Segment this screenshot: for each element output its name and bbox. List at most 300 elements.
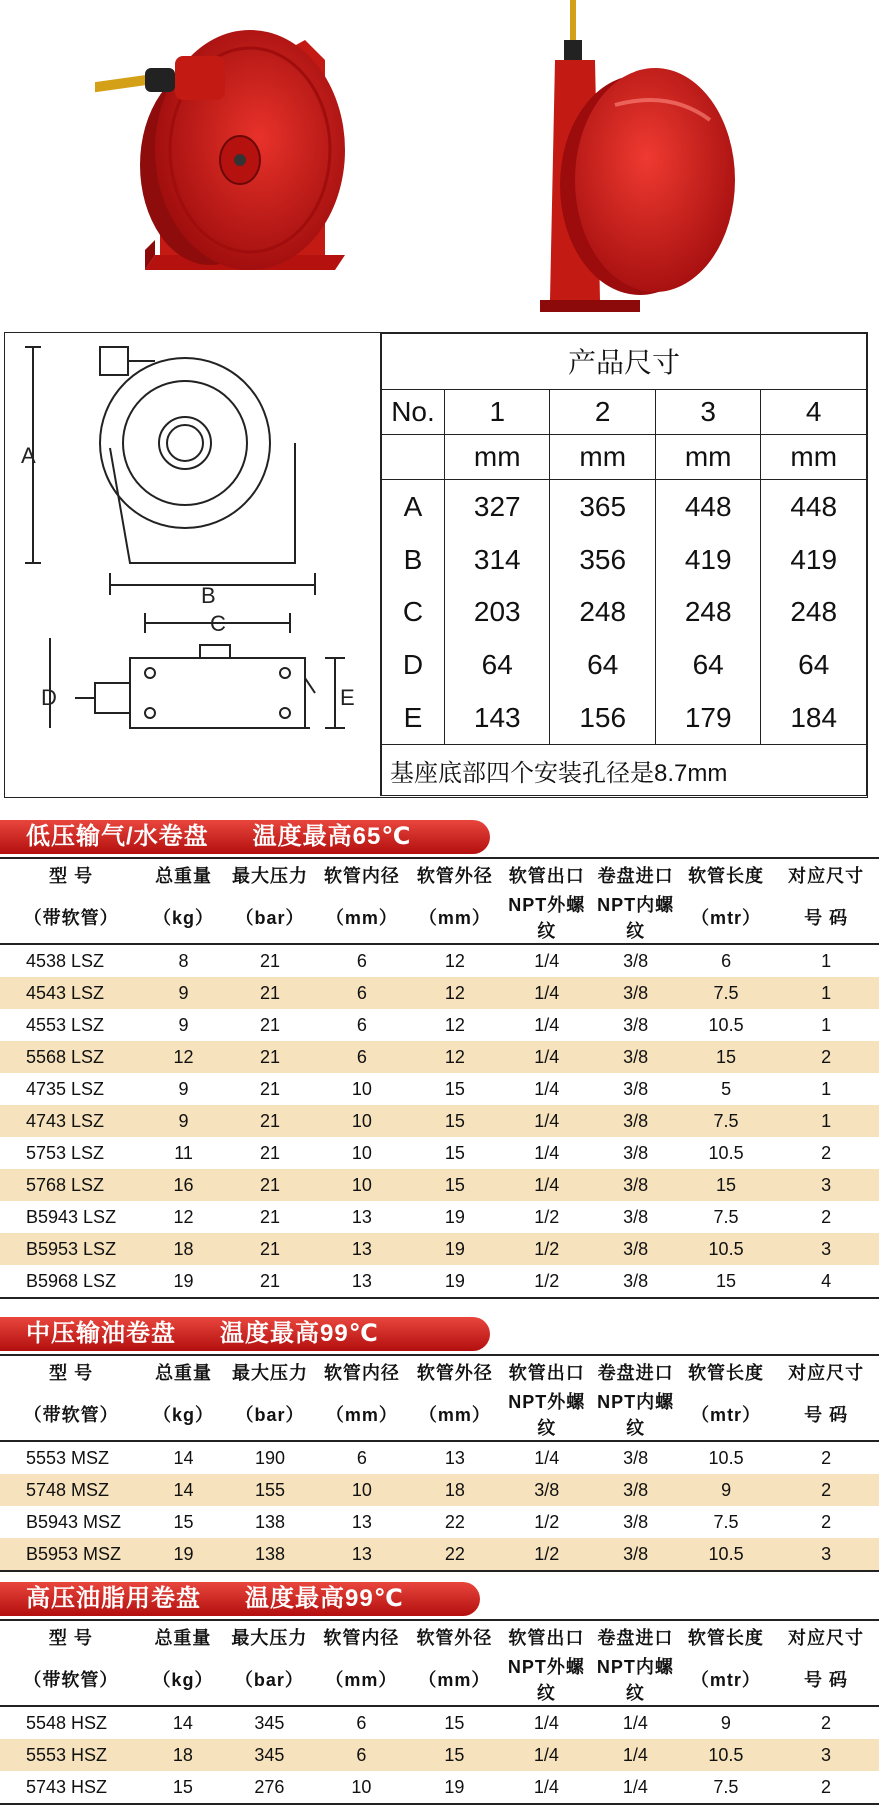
- header-row: [0, 1388, 879, 1441]
- column-header: 最大压力: [224, 1620, 314, 1653]
- spec-cell: 22: [409, 1538, 502, 1571]
- section-temperature: 温度最高99℃: [245, 1585, 404, 1612]
- spec-cell: 15: [142, 1506, 224, 1538]
- column-header: 软管长度: [679, 1355, 773, 1388]
- spec-cell: 13: [315, 1233, 408, 1265]
- column-header: 卷盘进口: [592, 1620, 679, 1653]
- section-title: 高压油脂用卷盘: [26, 1585, 201, 1612]
- section-banner: [0, 1582, 480, 1616]
- spec-cell: 3/8: [592, 1201, 679, 1233]
- model-cell: B5953 MSZ: [0, 1538, 142, 1571]
- spec-cell: 19: [409, 1233, 502, 1265]
- spec-cell: 14: [142, 1706, 224, 1739]
- column-header: 总重量: [142, 1620, 224, 1653]
- header-row: [0, 1653, 879, 1706]
- spec-cell: 3/8: [592, 1073, 679, 1105]
- spec-cell: 11: [142, 1137, 224, 1169]
- dimension-cell: 248: [655, 586, 760, 639]
- spec-cell: 3/8: [592, 1506, 679, 1538]
- spec-cell: 1/4: [592, 1706, 679, 1739]
- spec-cell: 2: [773, 1474, 879, 1506]
- spec-cell: 6: [315, 977, 408, 1009]
- unit: mm: [445, 435, 550, 480]
- spec-cell: 3: [773, 1538, 879, 1571]
- column-header: 对应尺寸: [773, 1355, 879, 1388]
- spec-cell: 10.5: [679, 1137, 773, 1169]
- spec-cell: 1: [773, 1009, 879, 1041]
- spec-cell: 2: [773, 1771, 879, 1804]
- spec-cell: 7.5: [679, 1105, 773, 1137]
- model-cell: B5968 LSZ: [0, 1265, 142, 1298]
- spec-cell: 190: [225, 1441, 315, 1474]
- dimension-row: [382, 692, 867, 745]
- spec-cell: 1/4: [501, 1441, 592, 1474]
- dimension-cell: 64: [761, 639, 867, 692]
- column-header: （bar）: [225, 1388, 315, 1441]
- spec-cell: 21: [225, 1041, 315, 1073]
- dimension-cell: 314: [445, 533, 550, 586]
- column-header: （mm）: [409, 1388, 502, 1441]
- spec-cell: 10: [315, 1105, 408, 1137]
- spec-cell: 21: [225, 1169, 315, 1201]
- dimension-cell: 64: [550, 639, 655, 692]
- spec-cell: 3/8: [592, 1474, 679, 1506]
- dimension-cell: 248: [550, 586, 655, 639]
- spec-cell: 6: [679, 944, 773, 977]
- spec-cell: 13: [315, 1538, 408, 1571]
- table-row: [0, 1506, 879, 1538]
- spec-cell: 14: [142, 1474, 224, 1506]
- spec-cell: 15: [409, 1105, 502, 1137]
- unit: mm: [761, 435, 867, 480]
- column-header: NPT内螺纹: [592, 1653, 679, 1706]
- section-banner: [0, 820, 490, 854]
- spec-cell: 3: [773, 1739, 879, 1771]
- column-header: 卷盘进口: [592, 858, 679, 891]
- column-header: （带软管）: [0, 891, 142, 944]
- column-header: （mtr）: [679, 1388, 773, 1441]
- column-header: （mm）: [315, 1388, 408, 1441]
- spec-cell: 9: [142, 1009, 224, 1041]
- label-b: B: [201, 583, 216, 608]
- spec-cell: 13: [315, 1265, 408, 1298]
- column-header: 总重量: [142, 1355, 224, 1388]
- model-cell: B5943 MSZ: [0, 1506, 142, 1538]
- model-cell: 5548 HSZ: [0, 1706, 142, 1739]
- dimension-cell: 419: [761, 533, 867, 586]
- spec-cell: 7.5: [679, 1506, 773, 1538]
- hose-reel-side-photo: [520, 0, 750, 320]
- spec-table: [0, 857, 879, 1299]
- model-cell: B5943 LSZ: [0, 1201, 142, 1233]
- table-row: [0, 1169, 879, 1201]
- spec-cell: 19: [409, 1201, 502, 1233]
- spec-cell: 4: [773, 1265, 879, 1298]
- dimension-cell: 248: [761, 586, 867, 639]
- column-header: （bar）: [224, 1653, 314, 1706]
- spec-cell: 1/2: [501, 1265, 592, 1298]
- dimension-row: [382, 586, 867, 639]
- spec-cell: 15: [408, 1739, 501, 1771]
- spec-table: [0, 1354, 879, 1572]
- unit: mm: [550, 435, 655, 480]
- spec-cell: 2: [773, 1441, 879, 1474]
- spec-cell: 1/2: [501, 1506, 592, 1538]
- dimension-cell: 327: [445, 480, 550, 533]
- spec-cell: 14: [142, 1441, 224, 1474]
- spec-cell: 9: [142, 977, 224, 1009]
- table-row: [0, 1265, 879, 1298]
- column-header: 对应尺寸: [773, 858, 879, 891]
- table-row: [0, 977, 879, 1009]
- model-cell: 5553 HSZ: [0, 1739, 142, 1771]
- dimension-row-label: B: [382, 533, 445, 586]
- spec-cell: 1/2: [501, 1538, 592, 1571]
- spec-cell: 1/4: [501, 1739, 592, 1771]
- spec-cell: 12: [142, 1201, 224, 1233]
- column-header: 软管内径: [315, 858, 408, 891]
- spec-cell: 6: [315, 1706, 408, 1739]
- spec-cell: 18: [409, 1474, 502, 1506]
- spec-cell: 16: [142, 1169, 224, 1201]
- column-header: 软管外径: [409, 1355, 502, 1388]
- spec-cell: 19: [142, 1265, 224, 1298]
- dimension-cell: 143: [445, 692, 550, 745]
- spec-cell: 3: [773, 1169, 879, 1201]
- spec-cell: 8: [142, 944, 224, 977]
- column-header: NPT内螺纹: [592, 891, 679, 944]
- column-header: （mtr）: [679, 891, 773, 944]
- spec-cell: 1/4: [501, 1105, 592, 1137]
- model-cell: 4543 LSZ: [0, 977, 142, 1009]
- spec-cell: 6: [315, 1009, 408, 1041]
- column-header: NPT外螺纹: [501, 1388, 592, 1441]
- dimension-cell: 448: [761, 480, 867, 533]
- header-row: [0, 1355, 879, 1388]
- model-cell: 4538 LSZ: [0, 944, 142, 977]
- spec-cell: 12: [142, 1041, 224, 1073]
- spec-cell: 10: [315, 1073, 408, 1105]
- spec-cell: 13: [409, 1441, 502, 1474]
- model-cell: 5768 LSZ: [0, 1169, 142, 1201]
- spec-cell: 10: [315, 1771, 408, 1804]
- spec-cell: 1/4: [501, 1706, 592, 1739]
- column-header: （mtr）: [679, 1653, 773, 1706]
- dimension-title: 产品尺寸: [382, 334, 867, 390]
- hose-reel-front-photo: [95, 0, 395, 320]
- spec-cell: 1/4: [501, 1771, 592, 1804]
- dimension-row-label: E: [382, 692, 445, 745]
- reel-dimension-drawing: [5, 333, 381, 796]
- spec-cell: 1/4: [501, 1137, 592, 1169]
- no-label: No.: [382, 389, 445, 434]
- spec-cell: 1: [773, 977, 879, 1009]
- spec-cell: 138: [225, 1506, 315, 1538]
- spec-cell: 10: [315, 1474, 408, 1506]
- spec-cell: 2: [773, 1041, 879, 1073]
- label-a: A: [21, 443, 36, 468]
- table-row: [0, 944, 879, 977]
- dimension-cell: 448: [655, 480, 760, 533]
- spec-cell: 9: [142, 1073, 224, 1105]
- section-temperature: 温度最高99℃: [220, 1320, 379, 1347]
- spec-cell: 12: [409, 1041, 502, 1073]
- section-title: 低压输气/水卷盘: [26, 823, 209, 850]
- column-header: 号 码: [773, 1388, 879, 1441]
- table-row: [0, 1137, 879, 1169]
- spec-cell: 1: [773, 1073, 879, 1105]
- column-header: 软管长度: [679, 858, 773, 891]
- spec-cell: 13: [315, 1506, 408, 1538]
- spec-cell: 2: [773, 1201, 879, 1233]
- spec-cell: 9: [679, 1474, 773, 1506]
- table-row: [0, 1073, 879, 1105]
- spec-cell: 10: [315, 1169, 408, 1201]
- spec-cell: 1/4: [501, 1009, 592, 1041]
- spec-cell: 15: [409, 1073, 502, 1105]
- dimension-panel: [4, 332, 868, 798]
- spec-cell: 19: [408, 1771, 501, 1804]
- dimension-row-label: D: [382, 639, 445, 692]
- table-row: [0, 1009, 879, 1041]
- spec-cell: 21: [225, 1105, 315, 1137]
- spec-cell: 21: [225, 1201, 315, 1233]
- spec-cell: 3: [773, 1233, 879, 1265]
- column-header: （mm）: [408, 1653, 501, 1706]
- mounting-note: 基座底部四个安装孔径是8.7mm: [382, 745, 867, 796]
- table-row: [0, 1201, 879, 1233]
- column-header: 对应尺寸: [773, 1620, 879, 1653]
- spec-cell: 3/8: [501, 1474, 592, 1506]
- model-cell: 5748 MSZ: [0, 1474, 142, 1506]
- dimension-row-label: A: [382, 480, 445, 533]
- column-header: 总重量: [142, 858, 224, 891]
- spec-cell: 3/8: [592, 1009, 679, 1041]
- column-header: 号 码: [773, 891, 879, 944]
- label-e: E: [340, 685, 355, 710]
- spec-cell: 6: [315, 1041, 408, 1073]
- spec-cell: 3/8: [592, 1105, 679, 1137]
- header-row: [0, 858, 879, 891]
- column-header: 最大压力: [225, 858, 315, 891]
- dimension-row: [382, 639, 867, 692]
- dimension-cell: 356: [550, 533, 655, 586]
- spec-cell: 21: [225, 1073, 315, 1105]
- column-header: 软管长度: [679, 1620, 773, 1653]
- spec-cell: 6: [315, 1739, 408, 1771]
- section-title: 中压输油卷盘: [26, 1320, 176, 1347]
- spec-cell: 13: [315, 1201, 408, 1233]
- spec-cell: 10.5: [679, 1538, 773, 1571]
- table-row: [0, 1771, 879, 1804]
- col-1: 1: [445, 389, 550, 434]
- column-header: NPT内螺纹: [592, 1388, 679, 1441]
- column-header: 软管外径: [408, 1620, 501, 1653]
- spec-cell: 21: [225, 1009, 315, 1041]
- header-row: [0, 1620, 879, 1653]
- spec-cell: 15: [409, 1137, 502, 1169]
- spec-cell: 15: [679, 1169, 773, 1201]
- column-header: 软管出口: [501, 858, 592, 891]
- dimension-rows: [382, 480, 867, 745]
- column-header: （带软管）: [0, 1653, 142, 1706]
- column-header: （kg）: [142, 1388, 224, 1441]
- dimension-cell: 179: [655, 692, 760, 745]
- column-header: （带软管）: [0, 1388, 142, 1441]
- table-row: [0, 1105, 879, 1137]
- unit: mm: [655, 435, 760, 480]
- spec-cell: 15: [679, 1265, 773, 1298]
- spec-cell: 1/4: [501, 1073, 592, 1105]
- spec-cell: 9: [142, 1105, 224, 1137]
- spec-cell: 3/8: [592, 977, 679, 1009]
- model-cell: B5953 LSZ: [0, 1233, 142, 1265]
- spec-cell: 12: [409, 944, 502, 977]
- model-cell: 4553 LSZ: [0, 1009, 142, 1041]
- model-cell: 5568 LSZ: [0, 1041, 142, 1073]
- col-4: 4: [761, 389, 867, 434]
- dimension-row: [382, 533, 867, 586]
- table-row: [0, 1739, 879, 1771]
- spec-cell: 22: [409, 1506, 502, 1538]
- spec-cell: 1/4: [501, 977, 592, 1009]
- spec-cell: 21: [225, 977, 315, 1009]
- spec-cell: 15: [408, 1706, 501, 1739]
- spec-cell: 1/4: [501, 1169, 592, 1201]
- column-header: （mm）: [315, 1653, 408, 1706]
- column-header: 型 号: [0, 1620, 142, 1653]
- col-3: 3: [655, 389, 760, 434]
- spec-cell: 10.5: [679, 1739, 773, 1771]
- label-c: C: [210, 611, 226, 636]
- spec-cell: 1/2: [501, 1201, 592, 1233]
- spec-cell: 18: [142, 1739, 224, 1771]
- spec-cell: 3/8: [592, 1441, 679, 1474]
- table-row: [0, 1233, 879, 1265]
- spec-cell: 7.5: [679, 977, 773, 1009]
- dimension-row: [382, 480, 867, 533]
- spec-cell: 1: [773, 1105, 879, 1137]
- dimension-cell: 156: [550, 692, 655, 745]
- column-header: （mm）: [315, 891, 408, 944]
- column-header: 卷盘进口: [592, 1355, 679, 1388]
- spec-cell: 15: [142, 1771, 224, 1804]
- spec-cell: 1/4: [501, 944, 592, 977]
- spec-cell: 3/8: [592, 1538, 679, 1571]
- column-header: NPT外螺纹: [501, 1653, 592, 1706]
- column-header: NPT外螺纹: [501, 891, 592, 944]
- dimension-cell: 203: [445, 586, 550, 639]
- section-banner: [0, 1317, 490, 1351]
- column-header: 软管内径: [315, 1355, 408, 1388]
- spec-cell: 3/8: [592, 944, 679, 977]
- spec-cell: 10.5: [679, 1441, 773, 1474]
- dimension-cell: 64: [655, 639, 760, 692]
- spec-cell: 3/8: [592, 1137, 679, 1169]
- dimension-cell: 64: [445, 639, 550, 692]
- column-header: 型 号: [0, 858, 142, 891]
- spec-cell: 19: [142, 1538, 224, 1571]
- spec-cell: 155: [225, 1474, 315, 1506]
- spec-cell: 21: [225, 1137, 315, 1169]
- column-header: 软管内径: [315, 1620, 408, 1653]
- spec-cell: 1: [773, 944, 879, 977]
- spec-cell: 2: [773, 1137, 879, 1169]
- column-header: 软管出口: [501, 1355, 592, 1388]
- table-row: [0, 1041, 879, 1073]
- table-row: [0, 1538, 879, 1571]
- spec-cell: 18: [142, 1233, 224, 1265]
- model-cell: 4735 LSZ: [0, 1073, 142, 1105]
- column-header: 型 号: [0, 1355, 142, 1388]
- spec-cell: 6: [315, 944, 408, 977]
- label-d: D: [41, 685, 57, 710]
- spec-cell: 15: [679, 1041, 773, 1073]
- column-header: 软管外径: [409, 858, 502, 891]
- dimension-table: [381, 333, 867, 796]
- spec-cell: 7.5: [679, 1771, 773, 1804]
- spec-cell: 276: [224, 1771, 314, 1804]
- dimension-cell: 419: [655, 533, 760, 586]
- header-row: [0, 891, 879, 944]
- spec-cell: 2: [773, 1706, 879, 1739]
- spec-cell: 2: [773, 1506, 879, 1538]
- spec-cell: 12: [409, 977, 502, 1009]
- spec-cell: 12: [409, 1009, 502, 1041]
- column-header: （kg）: [142, 891, 224, 944]
- model-cell: 5553 MSZ: [0, 1441, 142, 1474]
- spec-cell: 9: [679, 1706, 773, 1739]
- spec-cell: 1/2: [501, 1233, 592, 1265]
- spec-table: [0, 1619, 879, 1805]
- spec-cell: 19: [409, 1265, 502, 1298]
- spec-cell: 15: [409, 1169, 502, 1201]
- spec-cell: 10.5: [679, 1009, 773, 1041]
- column-header: （kg）: [142, 1653, 224, 1706]
- spec-cell: 21: [225, 944, 315, 977]
- spec-cell: 3/8: [592, 1041, 679, 1073]
- column-header: 软管出口: [501, 1620, 592, 1653]
- spec-cell: 1/4: [592, 1771, 679, 1804]
- table-row: [0, 1441, 879, 1474]
- table-row: [0, 1474, 879, 1506]
- spec-cell: 6: [315, 1441, 408, 1474]
- spec-cell: 7.5: [679, 1201, 773, 1233]
- section-temperature: 温度最高65℃: [252, 823, 412, 850]
- dimension-cell: 365: [550, 480, 655, 533]
- spec-cell: 138: [225, 1538, 315, 1571]
- column-header: 号 码: [773, 1653, 879, 1706]
- spec-cell: 21: [225, 1265, 315, 1298]
- table-row: [0, 1706, 879, 1739]
- spec-cell: 21: [225, 1233, 315, 1265]
- spec-cell: 3/8: [592, 1233, 679, 1265]
- model-cell: 4743 LSZ: [0, 1105, 142, 1137]
- column-header: （mm）: [409, 891, 502, 944]
- spec-cell: 3/8: [592, 1169, 679, 1201]
- spec-cell: 3/8: [592, 1265, 679, 1298]
- spec-cell: 5: [679, 1073, 773, 1105]
- spec-cell: 1/4: [501, 1041, 592, 1073]
- model-cell: 5753 LSZ: [0, 1137, 142, 1169]
- col-2: 2: [550, 389, 655, 434]
- column-header: 最大压力: [225, 1355, 315, 1388]
- column-header: （bar）: [225, 891, 315, 944]
- spec-cell: 345: [224, 1706, 314, 1739]
- dimension-row-label: C: [382, 586, 445, 639]
- spec-cell: 10: [315, 1137, 408, 1169]
- spec-cell: 1/4: [592, 1739, 679, 1771]
